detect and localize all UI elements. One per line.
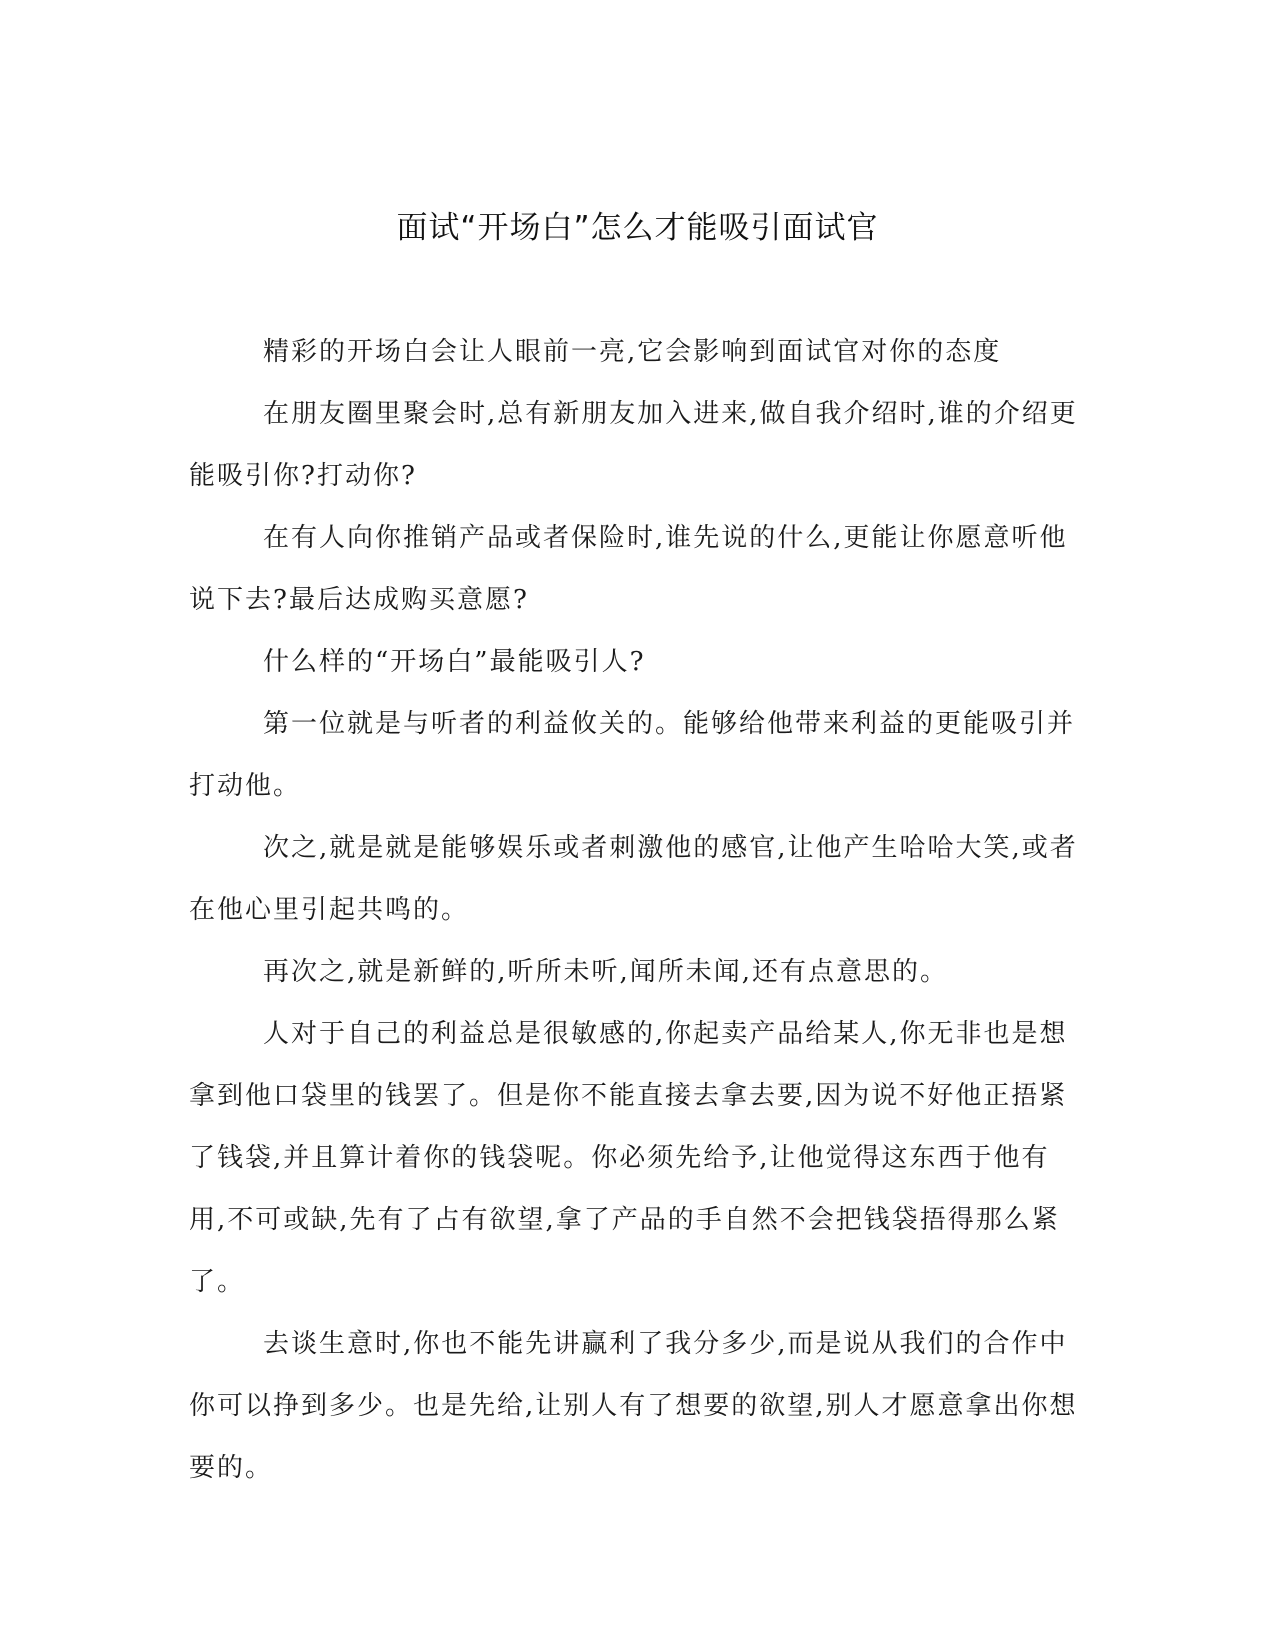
paragraph: 再次之,就是新鲜的,听所未听,闻所未闻,还有点意思的。 xyxy=(263,957,949,987)
paragraph: 次之,就是就是能够娱乐或者刺激他的感官,让他产生哈哈大笑,或者在他心里引起共鸣的。 xyxy=(189,833,1078,925)
paragraph: 人对于自己的利益总是很敏感的,你起卖产品给某人,你无非也是想拿到他口袋里的钱罢了。但是你不能直接去拿去要,因为说不好他正捂紧了钱袋,并且算计着你的钱袋呢。你必须先给予,让他觉得这东西于他有用,不可或缺,先有了占有欲望,拿了产品的手自然不会把钱袋捂得那么紧了。 xyxy=(189,1019,1068,1297)
paragraph: 什么样的“开场白”最能吸引人? xyxy=(263,647,646,677)
paragraph: 去谈生意时,你也不能先讲赢利了我分多少,而是说从我们的合作中你可以挣到多少。也是先给,让别人有了想要的欲望,别人才愿意拿出你想要的。 xyxy=(189,1329,1078,1483)
paragraph: 第一位就是与听者的利益攸关的。能够给他带来利益的更能吸引并打动他。 xyxy=(189,709,1076,801)
paragraph: 精彩的开场白会让人眼前一亮,它会影响到面试官对你的态度 xyxy=(263,337,1002,367)
paragraph: 在朋友圈里聚会时,总有新朋友加入进来,做自我介绍时,谁的介绍更能吸引你?打动你? xyxy=(189,399,1078,491)
document-title: 面试“开场白”怎么才能吸引面试官 xyxy=(396,210,879,246)
document-body xyxy=(189,321,1079,1499)
paragraph: 在有人向你推销产品或者保险时,谁先说的什么,更能让你愿意听他说下去?最后达成购买意愿? xyxy=(189,523,1068,615)
